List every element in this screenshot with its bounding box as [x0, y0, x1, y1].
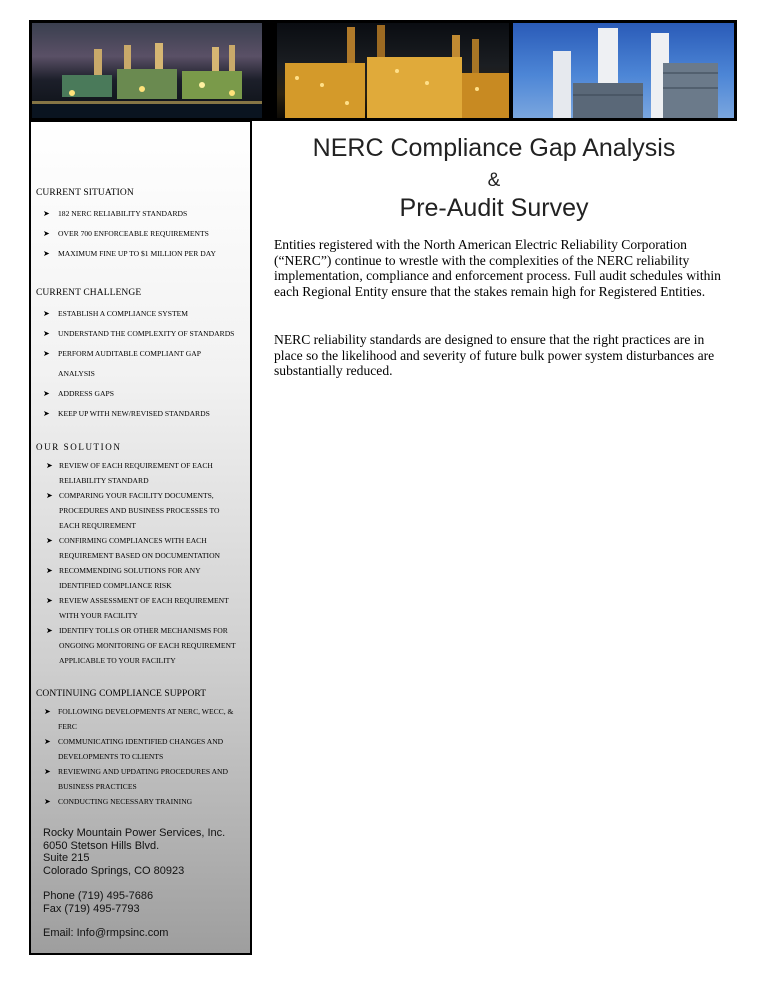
arrow-bullet-icon: ➤ — [43, 389, 50, 398]
list-item: ➤ REVIEW OF EACH REQUIREMENT OF EACH RELIABILITY STANDARD — [31, 458, 236, 488]
company-name: Rocky Mountain Power Services, Inc. — [43, 827, 226, 839]
current-challenge-list — [31, 306, 234, 421]
our-solution-list — [31, 458, 236, 668]
continuing-support-list — [31, 704, 233, 809]
current-situation-list — [31, 206, 216, 261]
list-item: ➤ RECOMMENDING SOLUTIONS FOR ANY IDENTIFIED COMPLIANCE RISK — [31, 563, 236, 593]
list-item-continuation: ANALYSIS — [58, 369, 95, 378]
street-address: 6050 Stetson Hills Blvd. — [43, 839, 160, 852]
arrow-bullet-icon: ➤ — [43, 249, 50, 258]
arrow-bullet-icon: ➤ — [43, 209, 50, 218]
suite: Suite 215 — [43, 852, 90, 864]
list-item: ➤ CONFIRMING COMPLIANCES WITH EACH REQUIREMENT BASED ON DOCUMENTATION — [31, 533, 236, 563]
list-item: ➤ FOLLOWING DEVELOPMENTS AT NERC, WECC, & FERC — [31, 704, 233, 734]
arrow-bullet-icon: ➤ — [44, 797, 51, 806]
arrow-bullet-icon: ➤ — [46, 626, 53, 635]
arrow-bullet-icon: ➤ — [44, 767, 51, 776]
page-subtitle: Pre-Audit Survey — [399, 194, 589, 222]
list-item: ➤ MAXIMUM FINE UP TO $1 MILLION PER DAY — [31, 246, 216, 261]
arrow-bullet-icon: ➤ — [44, 707, 51, 716]
arrow-bullet-icon: ➤ — [46, 536, 53, 545]
list-item: ➤ COMPARING YOUR FACILITY DOCUMENTS, PROCEDURES AND BUSINESS PROCESSES TO EACH REQUIREMENT — [31, 488, 236, 533]
current-situation-heading: CURRENT SITUATION — [36, 188, 134, 198]
title-ampersand: & — [487, 170, 501, 191]
intro-paragraph: Entities registered with the North American Electric Reliability Corporation (“NERC”) continue to wrestle with the complexities of the NERC reliability implementation, compliance and enforcement process. Full audit schedules within each Regional Entity ensure that the stakes remain high for Registered Entities. — [274, 237, 721, 299]
list-item: ➤ UNDERSTAND THE COMPLEXITY OF STANDARDS — [31, 326, 234, 341]
arrow-bullet-icon: ➤ — [43, 229, 50, 238]
our-solution-heading: OUR SOLUTION — [36, 442, 122, 452]
page-title: NERC Compliance Gap Analysis — [312, 134, 676, 162]
list-item: ➤ PERFORM AUDITABLE COMPLIANT GAP — [31, 346, 234, 361]
list-item: ➤ REVIEW ASSESSMENT OF EACH REQUIREMENT WITH YOUR FACILITY — [31, 593, 236, 623]
list-item: ➤ ADDRESS GAPS — [31, 386, 234, 401]
list-item: ➤ 182 NERC RELIABILITY STANDARDS — [31, 206, 216, 221]
list-item: ➤ KEEP UP WITH NEW/REVISED STANDARDS — [31, 406, 234, 421]
sidebar-panel — [29, 120, 252, 955]
standards-paragraph: NERC reliability standards are designed to ensure that the right practices are in place so the likelihood and severity of future bulk power system disturbances are substantially reduced. — [274, 332, 715, 378]
arrow-bullet-icon: ➤ — [46, 491, 53, 500]
current-challenge-heading: CURRENT CHALLENGE — [36, 288, 142, 298]
arrow-bullet-icon: ➤ — [43, 349, 50, 358]
arrow-bullet-icon: ➤ — [43, 409, 50, 418]
city-state-zip: Colorado Springs, CO 80923 — [43, 864, 185, 877]
refinery-night-photo — [277, 23, 509, 118]
continuing-support-heading: CONTINUING COMPLIANCE SUPPORT — [36, 689, 207, 699]
power-plant-night-photo — [32, 23, 262, 118]
fax-number: Fax (719) 495-7793 — [43, 902, 140, 915]
arrow-bullet-icon: ➤ — [46, 461, 53, 470]
list-item: ➤ IDENTIFY TOLLS OR OTHER MECHANISMS FOR ONGOING MONITORING OF EACH REQUIREMENT APPLICABLE TO YOUR FACILITY — [31, 623, 236, 668]
list-item: ➤ CONDUCTING NECESSARY TRAINING — [31, 794, 233, 809]
arrow-bullet-icon: ➤ — [46, 566, 53, 575]
phone-number: Phone (719) 495-7686 — [43, 890, 154, 902]
arrow-bullet-icon: ➤ — [44, 737, 51, 746]
list-item: ➤ ESTABLISH A COMPLIANCE SYSTEM — [31, 306, 234, 321]
power-plant-day-photo — [513, 23, 734, 118]
company-phone-block — [43, 890, 153, 915]
photo-banner — [29, 20, 737, 121]
arrow-bullet-icon: ➤ — [46, 596, 53, 605]
list-item: ➤ REVIEWING AND UPDATING PROCEDURES AND BUSINESS PRACTICES — [31, 764, 233, 794]
arrow-bullet-icon: ➤ — [43, 329, 50, 338]
list-item: ➤ COMMUNICATING IDENTIFIED CHANGES AND DEVELOPMENTS TO CLIENTS — [31, 734, 233, 764]
email-address[interactable]: Email: Info@rmpsinc.com — [43, 927, 169, 939]
list-item: ➤ OVER 700 ENFORCEABLE REQUIREMENTS — [31, 226, 216, 241]
company-address — [43, 827, 225, 877]
arrow-bullet-icon: ➤ — [43, 309, 50, 318]
